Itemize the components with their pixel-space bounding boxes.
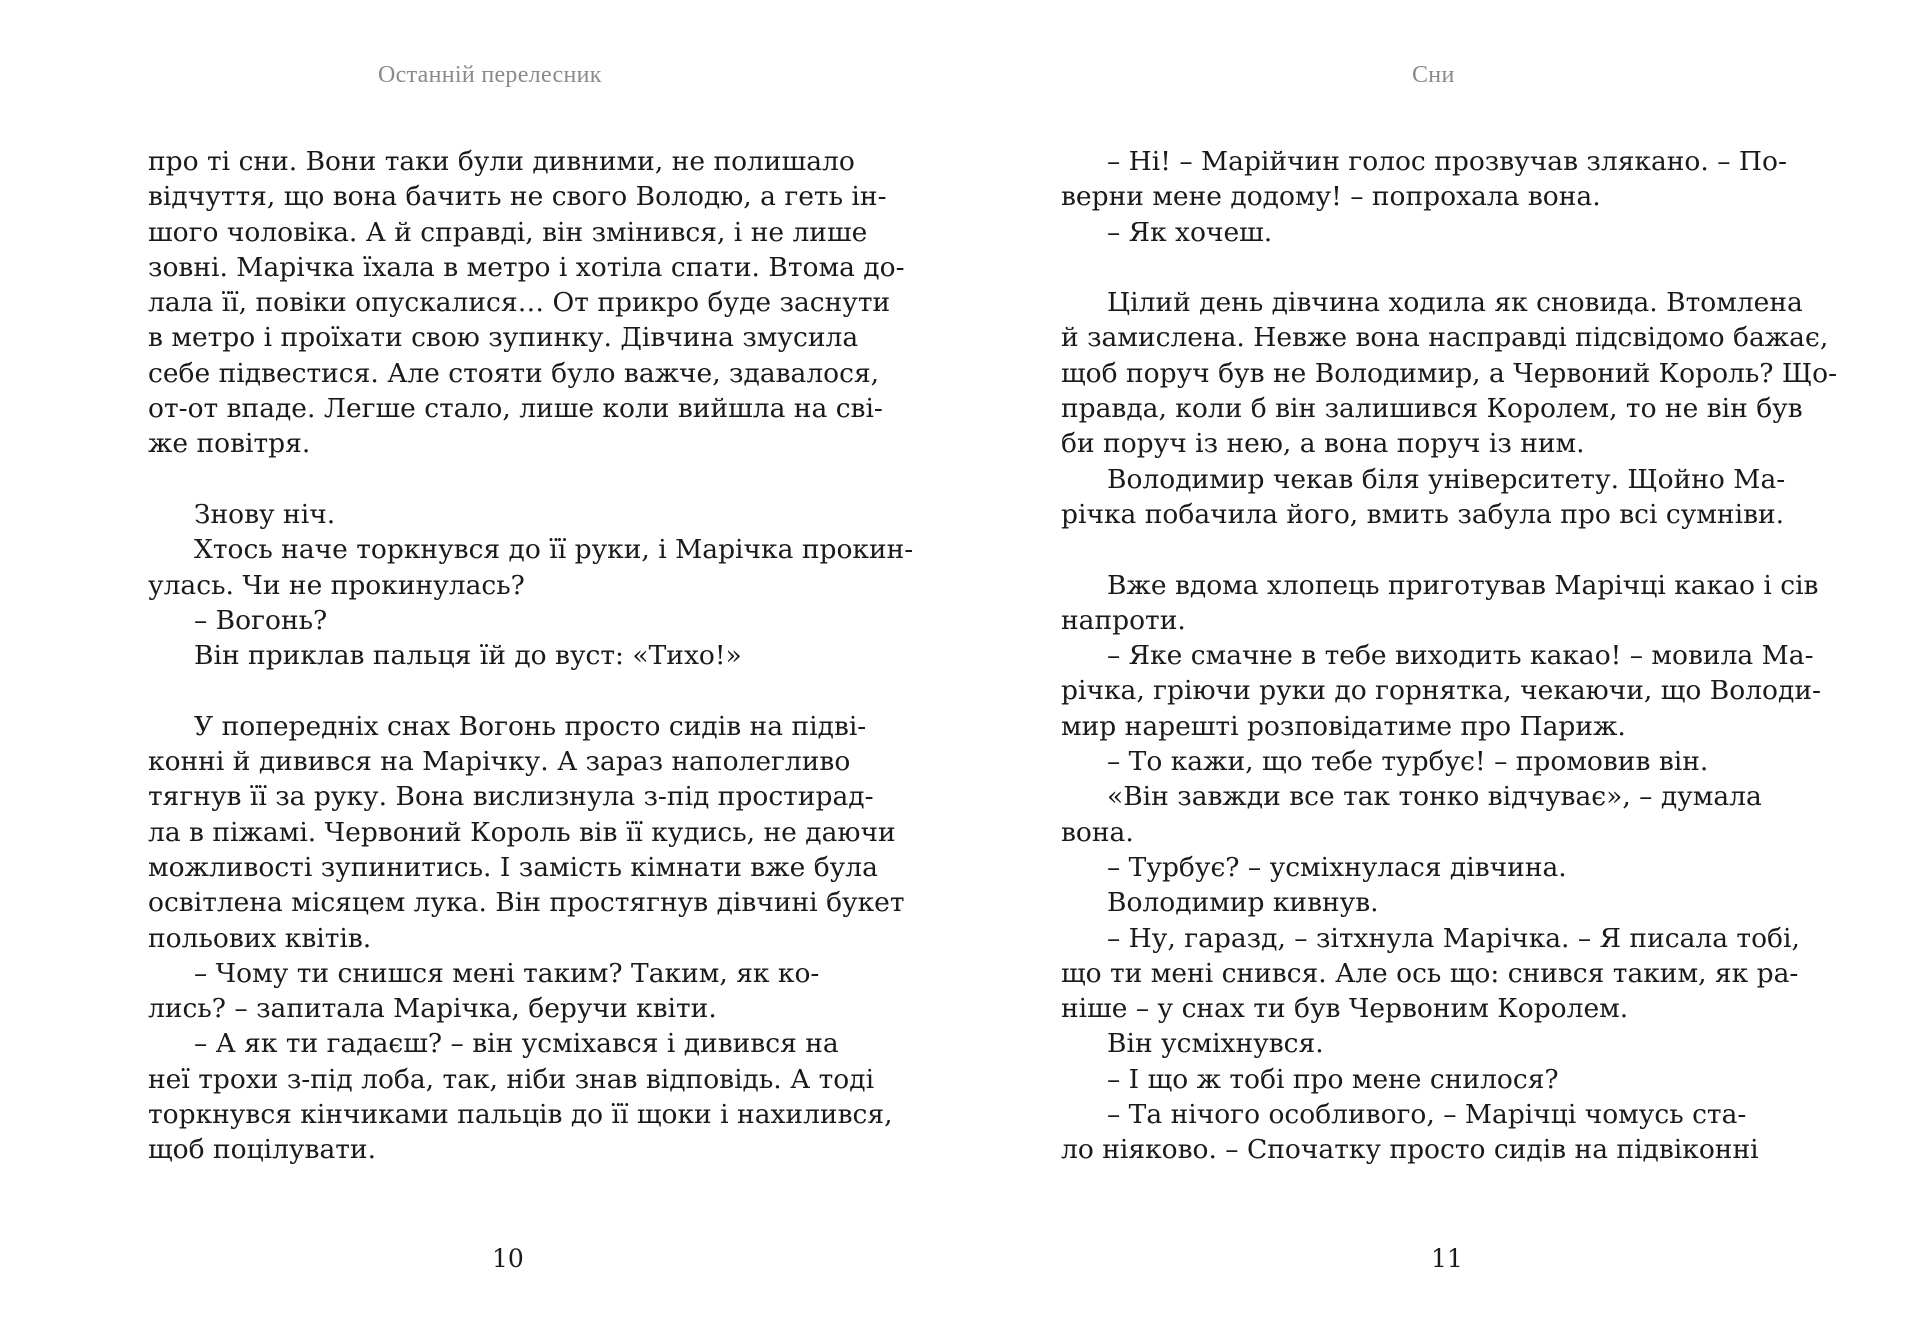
text-line: – Вогонь? <box>194 604 328 636</box>
text-line: верни мене додому! – попрохала вона. <box>1061 181 1601 213</box>
text-line: би поруч із нею, а вона поруч із ним. <box>1061 428 1585 460</box>
blank-line <box>148 462 858 497</box>
running-head: Останній перелесник <box>378 62 602 88</box>
text-line: – І що ж тобі про мене снилося? <box>1107 1063 1559 1095</box>
text-line: – Чому ти снишся мені таким? Таким, як ко- <box>194 957 820 989</box>
text-line: лись? – запитала Марічка, беручи квіти. <box>148 993 717 1025</box>
page-number: 11 <box>1431 1244 1463 1273</box>
text-line: – Як хочеш. <box>1107 216 1273 248</box>
page-number: 10 <box>492 1244 524 1273</box>
text-line: Цілий день дівчина ходила як сновида. Втомлена <box>1107 287 1803 319</box>
text-line: щоб поцілувати. <box>148 1134 376 1166</box>
text-line: неї трохи з-під лоба, так, ніби знав відповідь. А тоді <box>148 1063 875 1095</box>
text-line: Хтось наче торкнувся до її руки, і Марічка прокин- <box>194 534 914 566</box>
text-line: відчуття, що вона бачить не свого Володю, а геть ін- <box>148 181 887 213</box>
text-line: шого чоловіка. А й справді, він змінився, і не лише <box>148 216 868 248</box>
text-line: же повітря. <box>148 428 311 460</box>
text-line: Знову ніч. <box>194 498 336 530</box>
text-line: – Ні! – Марійчин голос прозвучав злякано. – По- <box>1107 146 1787 177</box>
blank-line <box>148 673 858 708</box>
text-line: – А як ти гадаєш? – він усміхався і дивився на <box>194 1028 839 1060</box>
text-line: себе підвестися. Але стояти було важче, здавалося, <box>148 357 880 389</box>
running-head: Сни <box>1412 62 1455 88</box>
text-line: зовні. Марічка їхала в метро і хотіла спати. Втома до- <box>148 251 905 283</box>
right-page <box>960 0 1920 1325</box>
text-line: польових квітів. <box>148 922 372 954</box>
text-line: – Та нічого особливого, – Марічці чомусь ста- <box>1107 1099 1747 1131</box>
text-line: що ти мені снився. Але ось що: снився таким, як ра- <box>1061 957 1799 989</box>
text-line: Він усміхнувся. <box>1107 1028 1324 1060</box>
body-text <box>1061 144 1838 1168</box>
text-line: Він приклав пальця їй до вуст: «Тихо!» <box>194 640 742 672</box>
text-line: правда, коли б він залишився Королем, то не він був <box>1061 393 1803 425</box>
text-line: річка побачила його, вмить забула про всі сумніви. <box>1061 498 1785 530</box>
body-text <box>148 144 914 1168</box>
blank-line <box>1061 532 1746 567</box>
text-line: – То кажи, що тебе турбує! – промовив він. <box>1107 746 1709 778</box>
blank-line <box>1061 250 1746 285</box>
text-line: – Ну, гаразд, – зітхнула Марічка. – Я писала тобі, <box>1107 922 1800 954</box>
text-line: освітлена місяцем лука. Він простягнув дівчині букет <box>148 887 905 919</box>
text-line: й замислена. Невже вона насправді підсвідомо бажає, <box>1061 322 1829 354</box>
text-line: – Турбує? – усміхнулася дівчина. <box>1107 851 1567 883</box>
text-line: напроти. <box>1061 604 1186 636</box>
text-line: ло ніяково. – Спочатку просто сидів на підвіконні <box>1061 1134 1759 1166</box>
text-line: про ті сни. Вони таки були дивними, не полишало <box>148 146 855 177</box>
text-line: конні й дивився на Марічку. А зараз наполегливо <box>148 746 851 778</box>
text-line: в метро і проїхати свою зупинку. Дівчина змусила <box>148 322 859 354</box>
text-line: лала її, повіки опускалися… От прикро буде заснути <box>148 287 891 319</box>
text-line: тягнув її за руку. Вона вислизнула з-під простирад- <box>148 781 874 813</box>
text-line: «Він завжди все так тонко відчуває», – думала <box>1107 781 1762 813</box>
text-line: – Яке смачне в тебе виходить какао! – мовила Ма- <box>1107 640 1814 672</box>
text-line: Володимир кивнув. <box>1107 887 1379 919</box>
text-line: ніше – у снах ти був Червоним Королем. <box>1061 993 1629 1025</box>
text-line: щоб поруч був не Володимир, а Червоний Король? Що- <box>1061 357 1838 389</box>
text-line: У попередніх снах Вогонь просто сидів на підві- <box>194 710 867 742</box>
text-line: мир нарешті розповідатиме про Париж. <box>1061 710 1626 742</box>
text-line: можливості зупинитись. І замість кімнати вже була <box>148 851 878 883</box>
text-line: торкнувся кінчиками пальців до її щоки і нахилився, <box>148 1099 893 1131</box>
text-line: вона. <box>1061 816 1134 848</box>
text-line: от-от впаде. Легше стало, лише коли вийшла на сві- <box>148 393 883 425</box>
text-line: Володимир чекав біля університету. Щойно Ма- <box>1107 463 1786 495</box>
text-line: Вже вдома хлопець приготував Марічці какао і сів <box>1107 569 1819 601</box>
text-line: ла в піжамі. Червоний Король вів її кудись, не даючи <box>148 816 896 848</box>
text-line: улась. Чи не прокинулась? <box>148 569 525 601</box>
text-line: річка, гріючи руки до горнятка, чекаючи, що Володи- <box>1061 675 1821 707</box>
